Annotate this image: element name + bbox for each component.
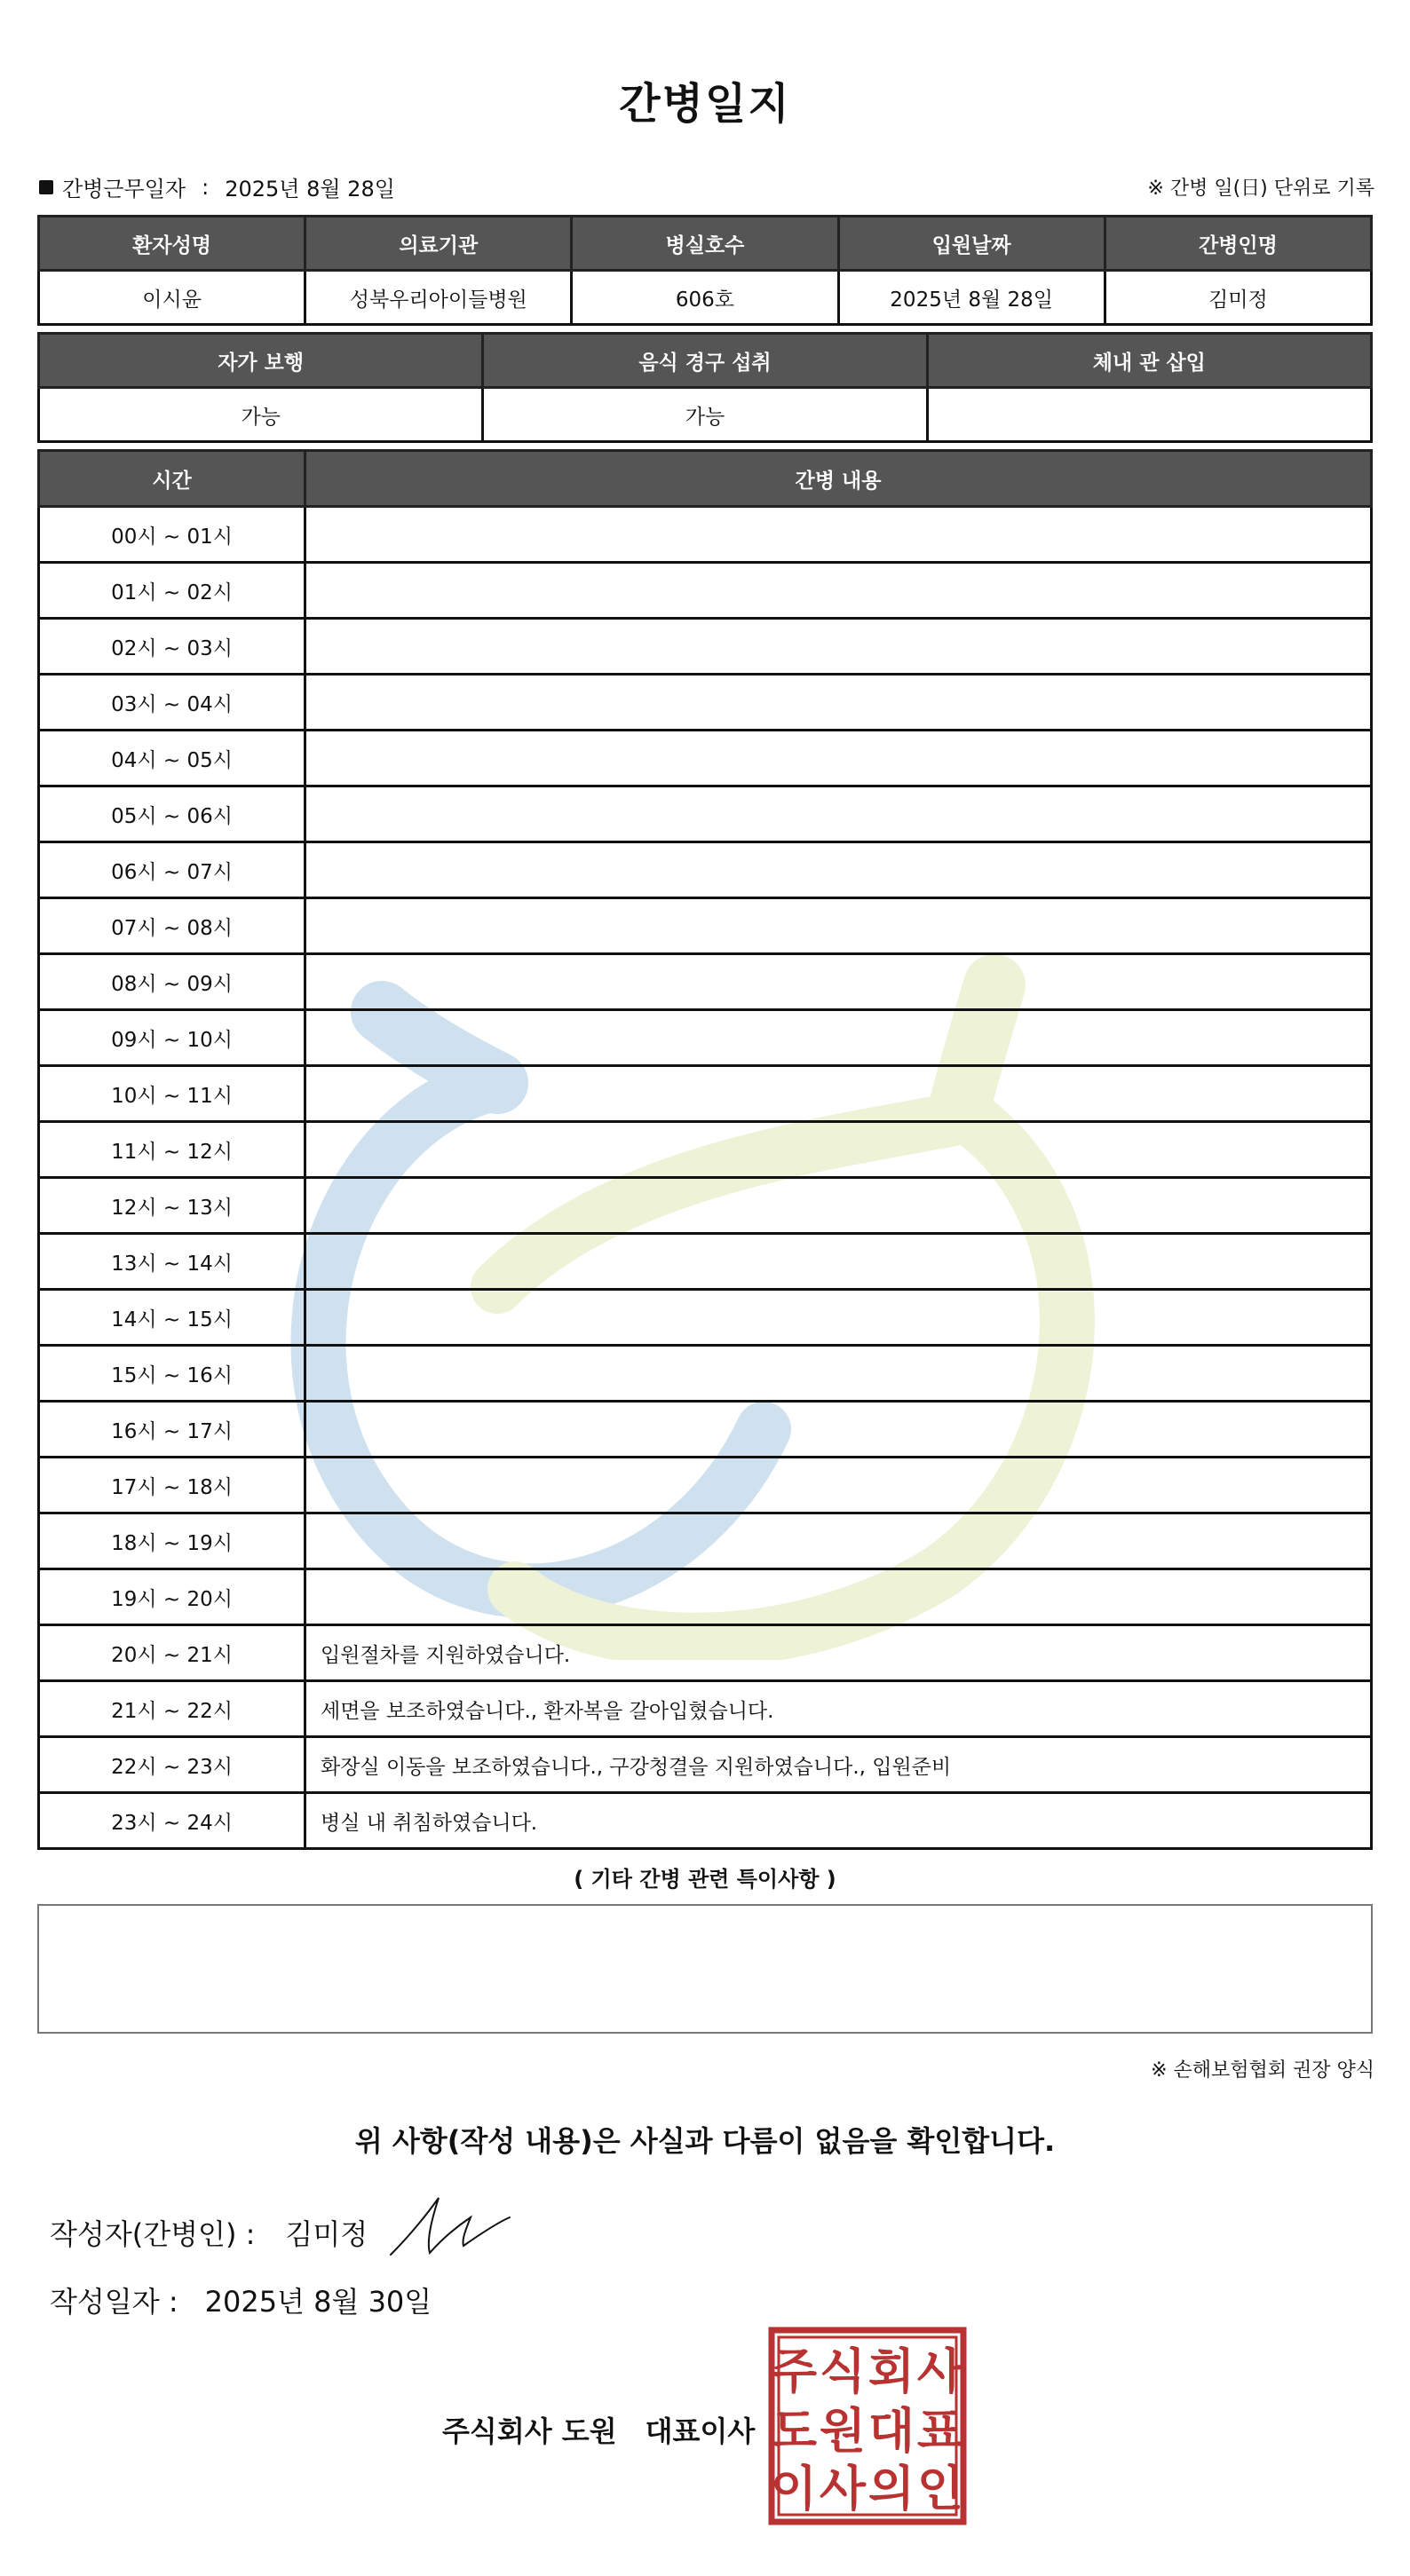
patient-name-header: 환자성명 bbox=[39, 217, 305, 271]
log-time-cell: 17시 ~ 18시 bbox=[39, 1458, 305, 1513]
log-row bbox=[39, 786, 1372, 842]
write-date-line bbox=[50, 2280, 432, 2320]
patient-status-table bbox=[37, 332, 1373, 443]
log-time-cell: 22시 ~ 23시 bbox=[39, 1737, 305, 1793]
log-row bbox=[39, 731, 1372, 786]
walking-value: 가능 bbox=[39, 388, 483, 442]
unit-note: ※ 간병 일(日) 단위로 기록 bbox=[1147, 178, 1374, 200]
log-content-cell bbox=[305, 619, 1372, 675]
caregiver-name: 김미정 bbox=[1105, 271, 1371, 325]
log-row bbox=[39, 1737, 1372, 1793]
log-content-cell bbox=[305, 1010, 1372, 1066]
admission-date: 2025년 8월 28일 bbox=[838, 271, 1105, 325]
seal-char: 사 bbox=[819, 2461, 867, 2517]
log-time-cell: 04시 ~ 05시 bbox=[39, 731, 305, 786]
seal-char: 식 bbox=[819, 2343, 867, 2399]
company-representative: 대표이사 bbox=[645, 2414, 756, 2448]
tube-insertion-header: 체내 관 삽입 bbox=[927, 334, 1371, 388]
log-content-cell bbox=[305, 1513, 1372, 1569]
log-content-cell: 입원절차를 지원하였습니다. bbox=[305, 1625, 1372, 1681]
log-content-cell bbox=[305, 1290, 1372, 1346]
log-time-cell: 11시 ~ 12시 bbox=[39, 1122, 305, 1178]
log-row bbox=[39, 1234, 1372, 1290]
writer-name: 김미정 bbox=[285, 2217, 368, 2251]
log-time-cell: 06시 ~ 07시 bbox=[39, 842, 305, 898]
work-date-value: 2025년 8월 28일 bbox=[225, 177, 395, 201]
log-time-cell: 07시 ~ 08시 bbox=[39, 898, 305, 954]
log-row bbox=[39, 1681, 1372, 1737]
log-content-cell bbox=[305, 507, 1372, 563]
seal-char: 표 bbox=[916, 2403, 964, 2459]
caregiver-header: 간병인명 bbox=[1105, 217, 1371, 271]
log-time-cell: 12시 ~ 13시 bbox=[39, 1178, 305, 1234]
log-row bbox=[39, 1346, 1372, 1402]
log-time-cell: 09시 ~ 10시 bbox=[39, 1010, 305, 1066]
bullet-square-icon bbox=[39, 180, 53, 194]
log-row bbox=[39, 1458, 1372, 1513]
seal-char: 주 bbox=[770, 2343, 818, 2399]
log-time-cell: 03시 ~ 04시 bbox=[39, 675, 305, 731]
admission-date-header: 입원날짜 bbox=[838, 217, 1105, 271]
log-content-cell bbox=[305, 842, 1372, 898]
work-date-label: 간병근무일자 bbox=[62, 177, 186, 201]
log-content-cell bbox=[305, 1234, 1372, 1290]
room-number: 606호 bbox=[572, 271, 838, 325]
log-content-cell: 세면을 보조하였습니다., 환자복을 갈아입혔습니다. bbox=[305, 1681, 1372, 1737]
company-seal-stamp bbox=[767, 2326, 968, 2526]
seal-char: 도 bbox=[770, 2403, 818, 2459]
work-date-line bbox=[39, 171, 395, 202]
log-time-cell: 02시 ~ 03시 bbox=[39, 619, 305, 675]
log-time-cell: 08시 ~ 09시 bbox=[39, 954, 305, 1010]
log-row bbox=[39, 1290, 1372, 1346]
log-row bbox=[39, 1513, 1372, 1569]
log-time-cell: 10시 ~ 11시 bbox=[39, 1066, 305, 1122]
log-row bbox=[39, 507, 1372, 563]
log-time-cell: 00시 ~ 01시 bbox=[39, 507, 305, 563]
log-row bbox=[39, 1625, 1372, 1681]
log-content-cell bbox=[305, 1122, 1372, 1178]
log-row bbox=[39, 1793, 1372, 1849]
log-content-cell bbox=[305, 1178, 1372, 1234]
log-content-cell bbox=[305, 786, 1372, 842]
log-time-cell: 18시 ~ 19시 bbox=[39, 1513, 305, 1569]
page-title: 간병일지 bbox=[619, 79, 791, 129]
log-row bbox=[39, 1569, 1372, 1625]
oral-intake-header: 음식 경구 섭취 bbox=[483, 334, 927, 388]
signature-image bbox=[384, 2191, 517, 2262]
log-time-cell: 16시 ~ 17시 bbox=[39, 1402, 305, 1458]
log-row bbox=[39, 1122, 1372, 1178]
writer-label: 작성자(간병인) : bbox=[50, 2217, 256, 2251]
tube-insertion-value bbox=[927, 388, 1371, 442]
confirm-statement: 위 사항(작성 내용)은 사실과 다름이 없음을 확인합니다. bbox=[354, 2124, 1056, 2158]
care-content-header: 간병 내용 bbox=[305, 451, 1372, 507]
log-content-cell: 병실 내 취침하였습니다. bbox=[305, 1793, 1372, 1849]
log-time-cell: 01시 ~ 02시 bbox=[39, 563, 305, 619]
log-time-cell: 15시 ~ 16시 bbox=[39, 1346, 305, 1402]
log-row bbox=[39, 1066, 1372, 1122]
log-content-cell bbox=[305, 898, 1372, 954]
log-row bbox=[39, 954, 1372, 1010]
time-header: 시간 bbox=[39, 451, 305, 507]
company-name: 주식회사 도원 bbox=[442, 2414, 617, 2448]
log-content-cell bbox=[305, 675, 1372, 731]
patient-info-table bbox=[37, 215, 1373, 326]
log-time-cell: 19시 ~ 20시 bbox=[39, 1569, 305, 1625]
log-row bbox=[39, 675, 1372, 731]
other-notes-box bbox=[37, 1904, 1373, 2034]
log-row bbox=[39, 1402, 1372, 1458]
log-content-cell bbox=[305, 731, 1372, 786]
log-content-cell bbox=[305, 954, 1372, 1010]
log-content-cell bbox=[305, 1402, 1372, 1458]
log-row bbox=[39, 619, 1372, 675]
company-line bbox=[442, 2409, 755, 2450]
care-log-table bbox=[37, 449, 1373, 1850]
log-content-cell bbox=[305, 1346, 1372, 1402]
seal-char: 사 bbox=[916, 2343, 964, 2399]
oral-intake-value: 가능 bbox=[483, 388, 927, 442]
log-time-cell: 20시 ~ 21시 bbox=[39, 1625, 305, 1681]
log-time-cell: 23시 ~ 24시 bbox=[39, 1793, 305, 1849]
log-content-cell bbox=[305, 1458, 1372, 1513]
hospital-header: 의료기관 bbox=[305, 217, 572, 271]
log-time-cell: 14시 ~ 15시 bbox=[39, 1290, 305, 1346]
work-date-colon: : bbox=[202, 174, 210, 200]
walking-header: 자가 보행 bbox=[39, 334, 483, 388]
seal-char: 이 bbox=[770, 2461, 818, 2517]
log-row bbox=[39, 842, 1372, 898]
seal-char: 대 bbox=[867, 2403, 915, 2459]
room-header: 병실호수 bbox=[572, 217, 838, 271]
seal-char: 회 bbox=[867, 2343, 915, 2399]
log-time-cell: 21시 ~ 22시 bbox=[39, 1681, 305, 1737]
seal-char: 의 bbox=[867, 2461, 915, 2517]
log-time-cell: 05시 ~ 06시 bbox=[39, 786, 305, 842]
write-date-label: 작성일자 : bbox=[50, 2285, 178, 2319]
writer-line bbox=[50, 2212, 368, 2253]
log-row bbox=[39, 563, 1372, 619]
log-content-cell bbox=[305, 1569, 1372, 1625]
log-content-cell bbox=[305, 563, 1372, 619]
other-notes-title: ( 기타 간병 관련 특이사항 ) bbox=[574, 1867, 836, 1892]
log-row bbox=[39, 1010, 1372, 1066]
log-content-cell: 화장실 이동을 보조하였습니다., 구강청결을 지원하였습니다., 입원준비 bbox=[305, 1737, 1372, 1793]
log-row bbox=[39, 1178, 1372, 1234]
seal-char: 인 bbox=[916, 2461, 964, 2517]
log-content-cell bbox=[305, 1066, 1372, 1122]
log-row bbox=[39, 898, 1372, 954]
hospital-name: 성북우리아이들병원 bbox=[305, 271, 572, 325]
patient-name: 이시윤 bbox=[39, 271, 305, 325]
write-date-value: 2025년 8월 30일 bbox=[204, 2285, 432, 2319]
log-time-cell: 13시 ~ 14시 bbox=[39, 1234, 305, 1290]
recommend-note: ※ 손해보험협회 권장 양식 bbox=[1151, 2059, 1374, 2082]
seal-char: 원 bbox=[819, 2403, 867, 2459]
